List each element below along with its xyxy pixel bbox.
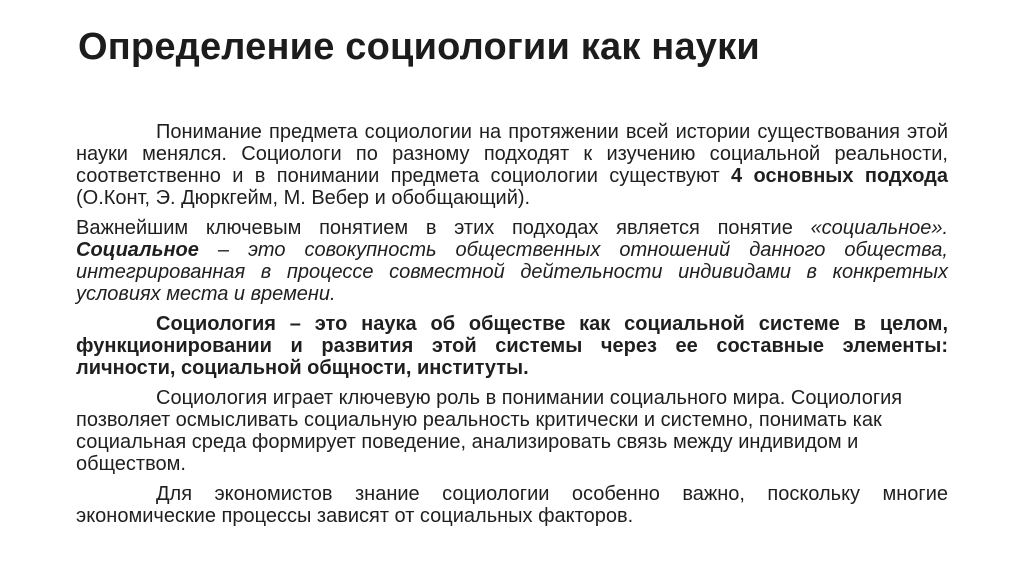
paragraph-subject-history (76, 121, 948, 209)
term-social-quoted: «социальное». (810, 217, 948, 239)
paragraph-text: Социология играет ключевую роль в понимании социального мира. Социология позволяет осмысливать социальную реальность критически и системно, понимать как социальная среда формирует поведение, анализировать связь между индивидом и обществом. (76, 387, 903, 475)
definition-sociology: Социология – это наука об обществе как социальной системе в целом, функционировании и развития этой системы через ее составные элементы: личности, социальной общности, институты. (76, 313, 948, 379)
slide-body (76, 121, 948, 527)
paragraph-text: Важнейшим ключевым понятием в этих подходах является понятие (76, 217, 811, 239)
paragraph-social-concept (76, 217, 948, 305)
paragraph-sociology-role (76, 387, 948, 475)
paragraph-text: Понимание предмета социологии на протяжении всей истории существования этой науки менялся. Социологи по разному подходят к изучению социальной реальности, соответственно и в понимании предмета социологии существуют (76, 121, 948, 187)
highlight-four-approaches: 4 основных подхода (731, 165, 948, 187)
paragraph-text: (О.Конт, Э. Дюркгейм, М. Вебер и обобщающий). (76, 187, 531, 209)
paragraph-economists (76, 483, 948, 527)
term-social: Социальное (76, 239, 199, 261)
paragraph-sociology-definition (76, 313, 948, 379)
paragraph-text: Для экономистов знание социологии особенно важно, поскольку многие экономические процессы зависят от социальных факторов. (76, 483, 948, 527)
slide-title: Определение социологии как науки (78, 26, 760, 68)
definition-social: – это совокупность общественных отношений данного общества, интегрированная в процессе совместной дейтельности индивидами в конкретных условиях места и времени. (76, 239, 948, 305)
